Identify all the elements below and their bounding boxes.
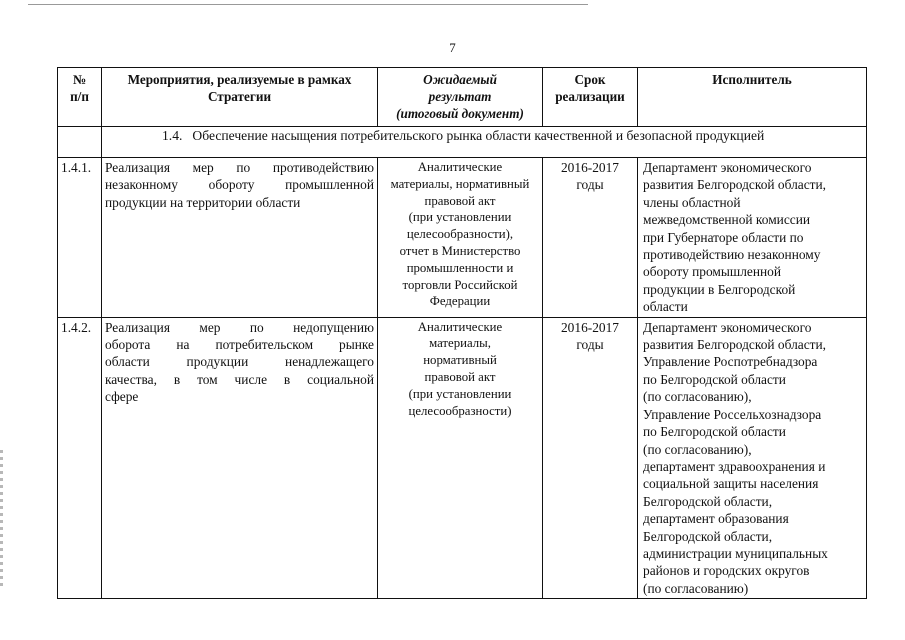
table-header-row: [58, 68, 867, 127]
row-number: 1.4.2.: [58, 317, 102, 599]
header-expected-result: Ожидаемый результат (итоговый документ): [378, 68, 543, 127]
measure-line: области продукции ненадлежащего: [105, 354, 374, 370]
row-expected-result: Аналитические материалы, нормативный правовой акт (при установлении целесообразности): [378, 317, 543, 599]
section-number: 1.4.: [162, 128, 183, 143]
header-number: № п/п: [58, 68, 102, 127]
section-title: [102, 127, 867, 158]
measure-line: сфере: [105, 389, 139, 405]
strategy-measures-table: [57, 67, 867, 599]
top-rule: [28, 4, 588, 5]
table-row: [58, 158, 867, 318]
section-row: [58, 127, 867, 158]
measure-line: оборота на потребительском рынке: [105, 337, 374, 353]
scan-edge-mark: [0, 450, 3, 590]
header-performer: Исполнитель: [638, 68, 867, 127]
row-number: 1.4.1.: [58, 158, 102, 318]
section-empty-cell: [58, 127, 102, 158]
row-expected-result: Аналитические материалы, нормативный правовой акт (при установлении целесообразности), отчет в Министерство промышленности и торговли Российской Федерации: [378, 158, 543, 318]
row-measure: [102, 158, 378, 318]
measure-line: продукции на территории области: [105, 194, 301, 210]
row-performer: Департамент экономического развития Белгородской области, Управление Роспотребнадзора по Белгородской области (по согласованию), Управление Россельхознадзора по Белгородской области (по согласованию), департамент здравоохранения и социальной защиты населения Белгородской области, департамент образования Белгородской области, администрации муниципальных районов и городских округов (по согласованию): [638, 317, 867, 599]
measure-line: Реализация мер по противодействию: [105, 160, 374, 175]
row-term: 2016-2017 годы: [543, 158, 638, 318]
row-measure: [102, 317, 378, 599]
header-measures: Мероприятия, реализуемые в рамках Стратегии: [102, 68, 378, 127]
measure-line: Реализация мер по недопущению: [105, 319, 374, 335]
measure-line: незаконному обороту промышленной: [105, 177, 374, 193]
section-title-text: Обеспечение насыщения потребительского рынка области качественной и безопасной продукцией: [192, 128, 765, 143]
table-row: [58, 317, 867, 599]
header-term: Срок реализации: [543, 68, 638, 127]
measure-line: качества, в том числе в социальной: [105, 371, 374, 387]
row-term: 2016-2017 годы: [543, 317, 638, 599]
row-performer: Департамент экономического развития Белгородской области, члены областной межведомственной комиссии при Губернаторе области по противодействию незаконному обороту промышленной продукции в Белгородской области: [638, 158, 867, 318]
page-number: 7: [449, 40, 456, 55]
